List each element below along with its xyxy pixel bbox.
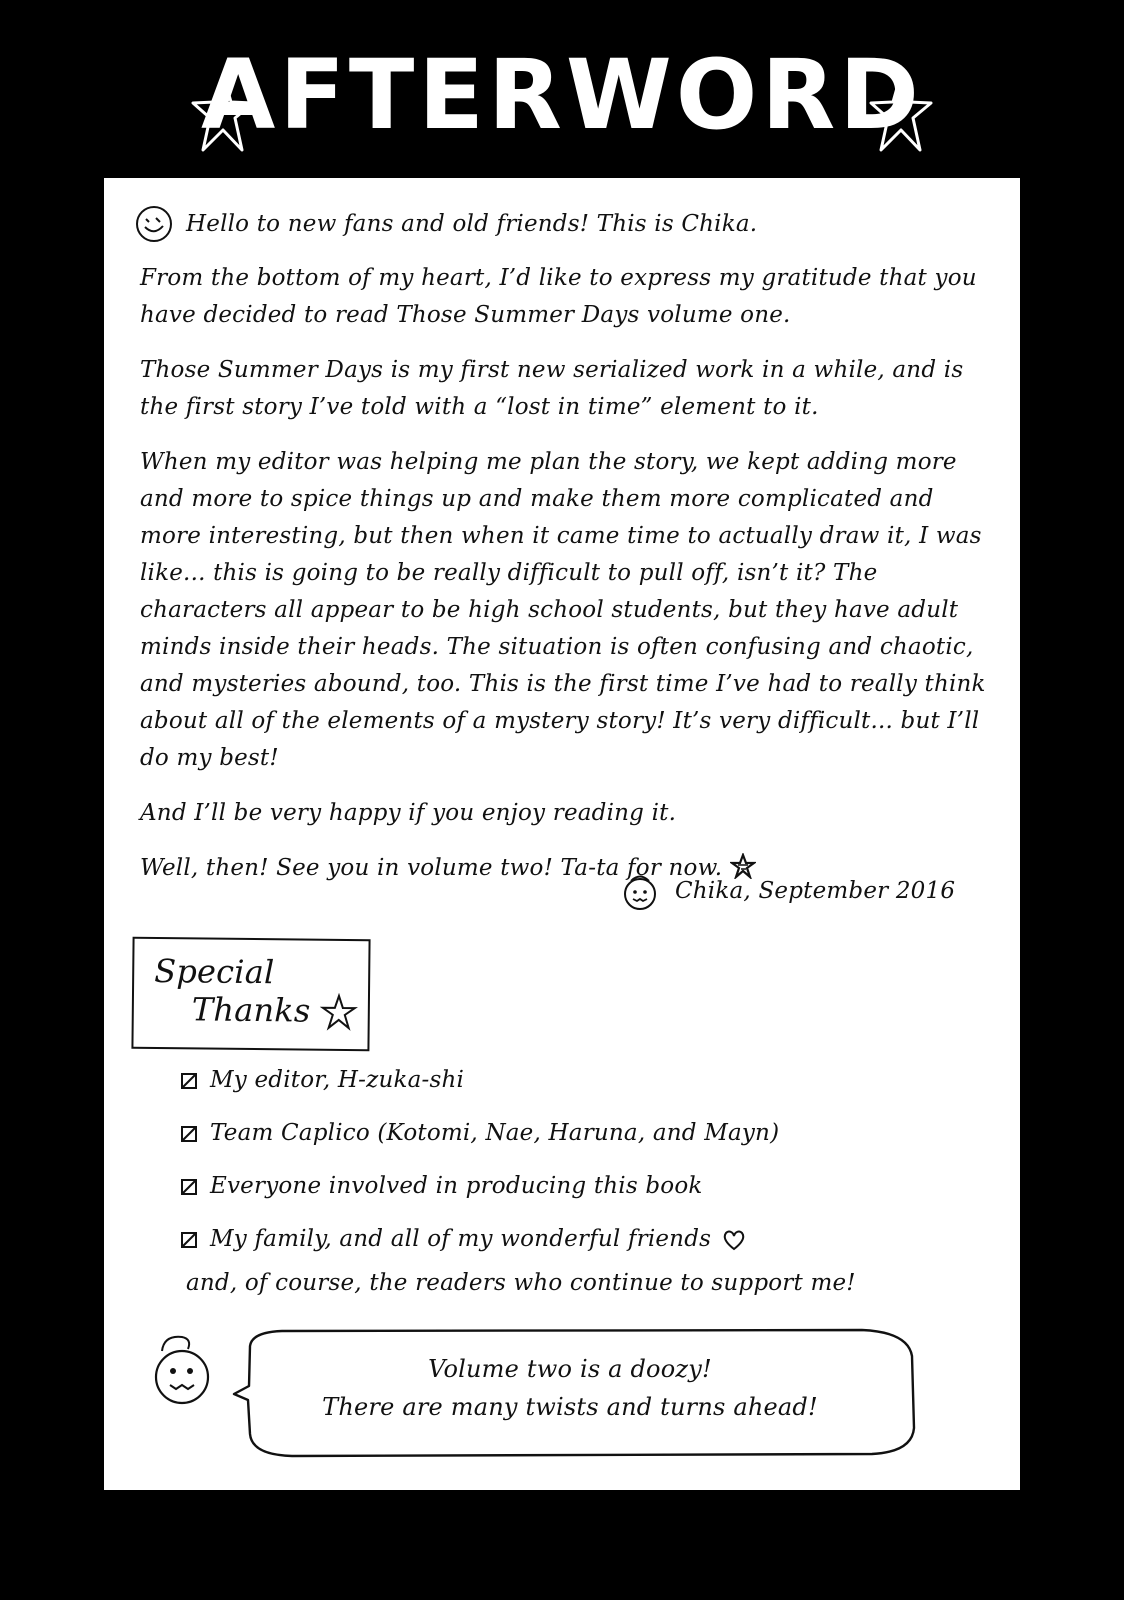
- paragraph: Those Summer Days is my first new serialized work in a while, and is the first story I’ve told with a “lost in time” element to it.: [140, 357, 964, 420]
- special-thanks-line2: Thanks: [191, 990, 311, 1030]
- list-item: [180, 1213, 980, 1266]
- afterword-body: [140, 260, 990, 905]
- thanks-item-text: My family, and all of my wonderful friends: [210, 1226, 712, 1252]
- header: [0, 0, 1124, 180]
- star-outline-icon: [868, 70, 934, 154]
- signature-text: Chika, September 2016: [675, 877, 956, 904]
- smiley-face-icon: [134, 204, 174, 244]
- list-item: [180, 1054, 980, 1107]
- thanks-list: [180, 1054, 980, 1266]
- paragraph: And I’ll be very happy if you enjoy reading it.: [140, 800, 677, 826]
- checked-box-icon: [180, 1178, 198, 1196]
- mascot-face-icon: [152, 1331, 214, 1413]
- bubble-line: Volume two is a doozy!: [428, 1355, 712, 1383]
- bubble-text: [244, 1350, 896, 1426]
- special-thanks-box: [131, 937, 370, 1051]
- page-title: AFTERWORD: [201, 39, 923, 151]
- list-item: [180, 1160, 980, 1213]
- thanks-item-text: My editor, H-zuka-shi: [210, 1067, 465, 1093]
- greeting-line: [134, 204, 757, 244]
- list-item: [180, 1107, 980, 1160]
- thanks-closing: and, of course, the readers who continue to support me!: [186, 1270, 856, 1296]
- afterword-panel: [104, 178, 1020, 1490]
- checked-box-icon: [180, 1231, 198, 1249]
- heart-icon: [721, 1228, 747, 1252]
- thanks-item-text: Team Caplico (Kotomi, Nae, Haruna, and Mayn): [210, 1120, 780, 1146]
- paragraph: When my editor was helping me plan the story, we kept adding more and more to spice things up and make them more complicated and more interesting, but then when it came time to actually draw it, I was like... this is going to be really difficult to pull off, isn’t it? The characters all appear to be high school students, but they have adult minds inside their heads. The situation is often confusing and chaotic, and mysteries abound, too. This is the first time I’ve had to really think about all of the elements of a mystery story! It’s very difficult... but I’ll do my best!: [140, 449, 986, 771]
- paragraph: From the bottom of my heart, I’d like to express my gratitude that you have decided to read Those Summer Days volume one.: [140, 265, 977, 328]
- bubble-line: There are many twists and turns ahead!: [322, 1393, 818, 1421]
- greeting-text: Hello to new fans and old friends! This is Chika.: [186, 210, 758, 237]
- checked-box-icon: [180, 1072, 198, 1090]
- checked-box-icon: [180, 1125, 198, 1143]
- thanks-item-text: Everyone involved in producing this book: [210, 1173, 703, 1199]
- signature-line: [619, 870, 955, 912]
- special-thanks-line1: Special: [154, 951, 275, 992]
- author-mascot-icon: [619, 870, 661, 912]
- star-outline-icon: [320, 993, 358, 1031]
- signoff-text: Well, then! See you in volume two! Ta-ta for now.: [140, 855, 723, 881]
